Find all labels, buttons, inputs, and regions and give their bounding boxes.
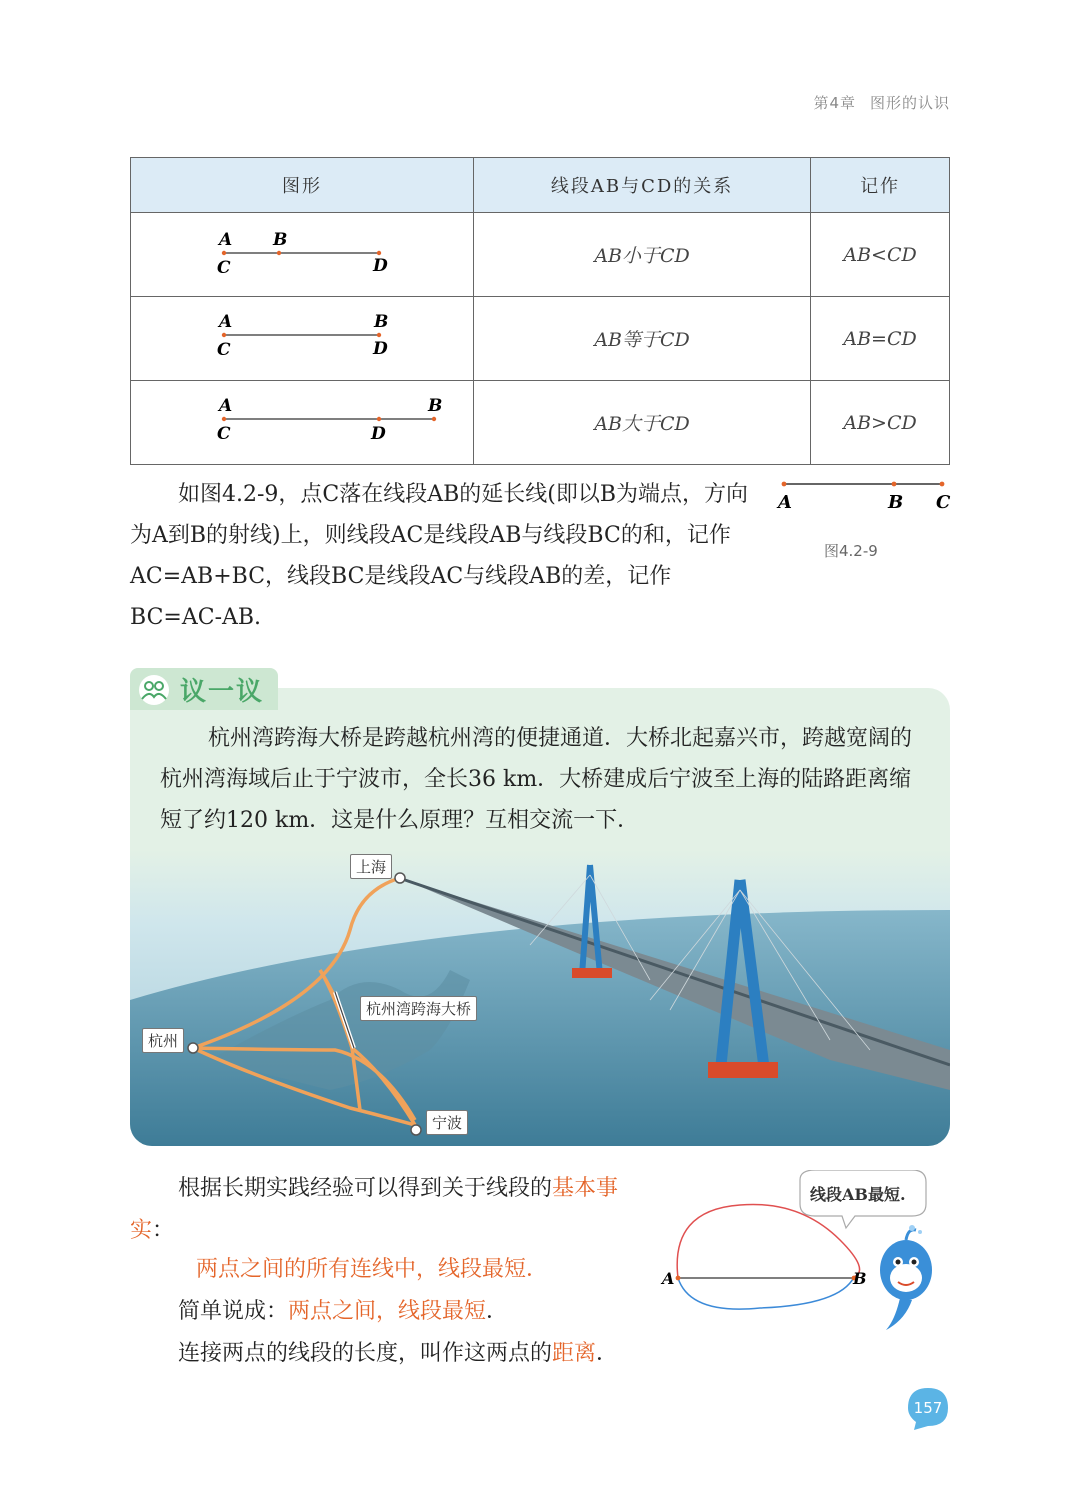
label-d: D: [373, 339, 388, 359]
chapter-title: 图形的认识: [869, 94, 950, 112]
basic-fact-intro-text: 根据长期实践经验可以得到关于线段的: [178, 1176, 553, 1201]
page-number-badge: [906, 1386, 950, 1430]
table-header-figure: 图形: [131, 158, 474, 213]
segment-figure-greater: [131, 381, 473, 459]
short-end: ．: [486, 1299, 509, 1324]
relation-cell: AB等于CD: [474, 297, 811, 381]
table-header-notation: 记作: [811, 158, 950, 213]
map-label-ningbo: 宁波: [426, 1110, 468, 1135]
figure-caption: 图4.2-9: [824, 542, 878, 560]
distance-prefix: 连接两点的线段的长度，叫作这两点的: [178, 1341, 553, 1366]
label-a: A: [219, 230, 233, 250]
label-a: A: [219, 396, 233, 416]
notation-cell: AB>CD: [811, 381, 950, 465]
label-c: C: [217, 258, 231, 278]
dolphin-mascot-icon: [880, 1225, 932, 1330]
label-b: B: [374, 312, 389, 332]
label-c: C: [217, 340, 231, 360]
label-d: D: [373, 256, 388, 276]
segment-figure-equal: [131, 297, 473, 375]
map-label-hangzhou: 杭州: [142, 1028, 184, 1053]
label-a: A: [219, 312, 233, 332]
chapter-header: [813, 92, 950, 113]
sum-difference-paragraph: 如图4.2-9，点C落在线段AB的延长线(即以B为端点，方向为A到B的射线)上，则线段AC是线段AB与线段BC的和，记作AC=AB+BC，线段BC是线段AC与线段AB的差，记作BC=AC-AB.: [130, 482, 749, 630]
map-label-shanghai: 上海: [350, 854, 392, 879]
relation-cell: AB大于CD: [474, 381, 811, 465]
discuss-text: 杭州湾跨海大桥是跨越杭州湾的便捷通道．大桥北起嘉兴市，跨越宽阔的杭州湾海域后止于宁波市，全长36 km．大桥建成后宁波至上海的陆路距离缩短了约120 km．这是什么原理？互相交流一下．: [160, 726, 913, 833]
point-a-label: A: [662, 1269, 675, 1288]
basic-fact-statement: 两点之间的所有连线中，线段最短．: [196, 1257, 549, 1282]
point-b-label: B: [853, 1269, 867, 1288]
label-c: C: [217, 424, 231, 444]
label-b: B: [273, 230, 288, 250]
page-number: 157: [913, 1399, 943, 1417]
people-icon: [136, 673, 172, 707]
fig9-label-a: A: [778, 492, 792, 513]
table-figure-cell: [131, 297, 474, 381]
bridge-map-illustration: [130, 850, 950, 1146]
segment-figure-less: [131, 213, 473, 291]
short-prefix: 简单说成：: [178, 1299, 289, 1324]
distance-end: ．: [596, 1341, 619, 1366]
notation-cell: AB=CD: [811, 297, 950, 381]
distance-definition: [178, 1336, 618, 1367]
basic-fact-intro: [130, 1168, 650, 1252]
distance-term: 距离: [552, 1341, 597, 1366]
fig9-label-c: C: [936, 492, 951, 513]
basic-fact-colon: ：: [152, 1218, 175, 1243]
fig9-label-b: B: [888, 492, 904, 513]
map-label-bridge: 杭州湾跨海大桥: [360, 996, 477, 1021]
table-figure-cell: [131, 381, 474, 465]
label-d: D: [371, 424, 386, 444]
basic-fact-term: 基本事实: [130, 1176, 619, 1243]
shortest-path-illustration: [650, 1170, 950, 1340]
speech-bubble-text: 线段AB最短.: [810, 1185, 906, 1204]
relation-cell: AB小于CD: [474, 213, 811, 297]
discuss-title: 议一议: [180, 677, 265, 707]
table-figure-cell: [131, 213, 474, 297]
table-row: [131, 297, 950, 381]
table-header-relation: 线段AB与CD的关系: [474, 158, 811, 213]
short-statement: 两点之间，线段最短: [288, 1299, 487, 1324]
label-b: B: [428, 396, 443, 416]
table-row: [131, 213, 950, 297]
notation-cell: AB<CD: [811, 213, 950, 297]
segment-relation-table: [130, 157, 950, 465]
chapter-number: 第4章: [813, 94, 856, 112]
basic-fact-short: [178, 1294, 508, 1325]
table-row: [131, 381, 950, 465]
